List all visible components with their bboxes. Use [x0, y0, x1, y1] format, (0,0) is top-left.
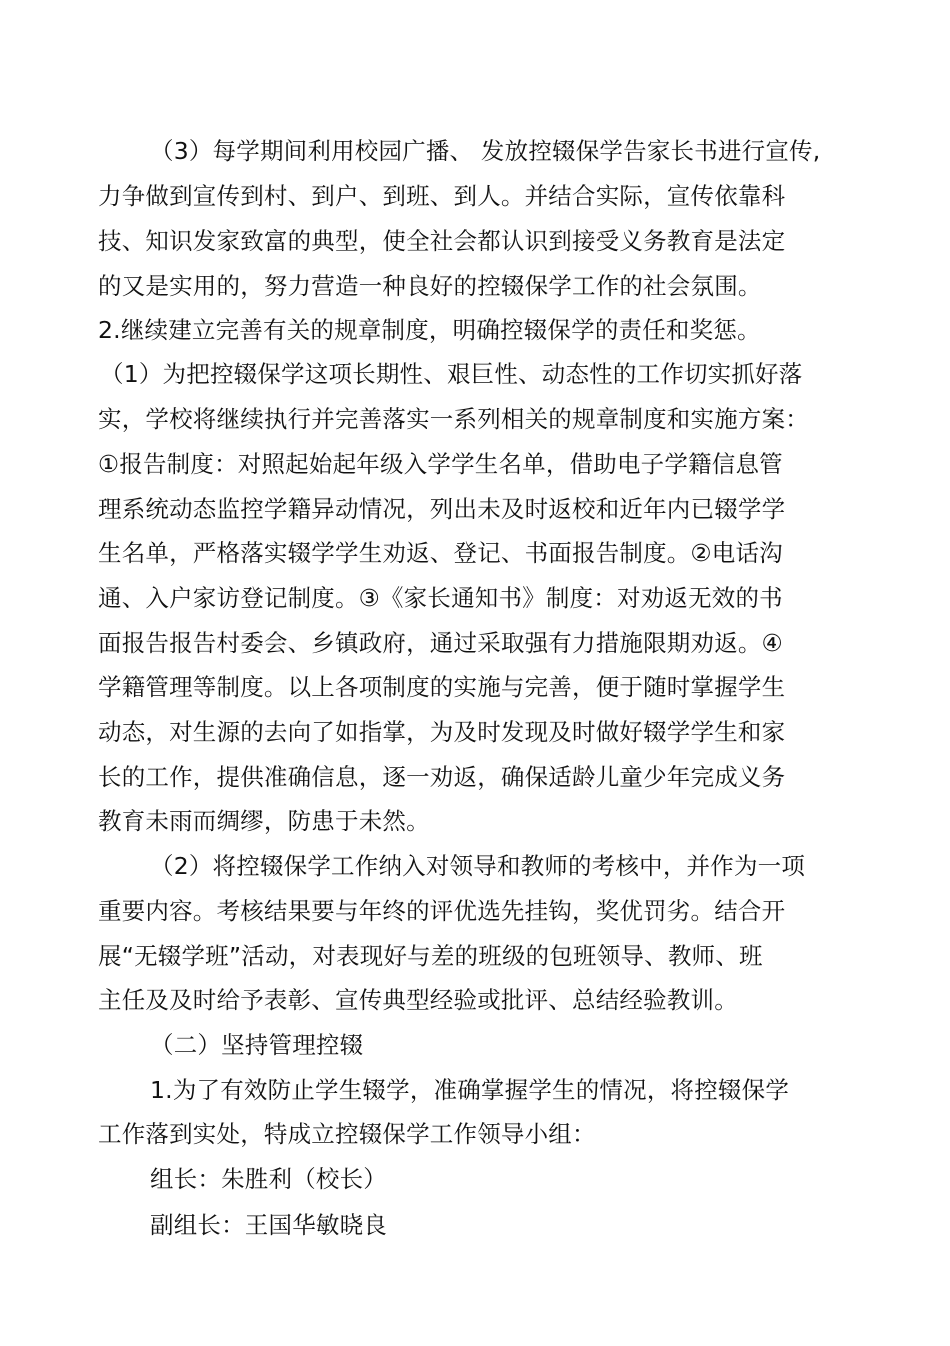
text-line: 动态，对生源的去向了如指掌，为及时发现及时做好辍学学生和家 [98, 718, 786, 746]
text-line: 2.继续建立完善有关的规章制度，明确控辍保学的责任和奖惩。 [98, 316, 761, 344]
text-line: 组长：朱胜利（校长） [150, 1165, 387, 1193]
text-line: 技、知识发家致富的典型，使全社会都认识到接受义务教育是法定 [98, 227, 786, 255]
text-line: 通、入户家访登记制度。③《家长通知书》制度：对劝返无效的书 [98, 584, 783, 612]
text-line: 的又是实用的，努力营造一种良好的控辍保学工作的社会氛围。 [98, 272, 762, 300]
text-line: 面报告报告村委会、乡镇政府，通过采取强有力措施限期劝返。④ [98, 629, 783, 657]
section-heading: （二）坚持管理控辍 [150, 1031, 364, 1059]
text-line: 展“无辍学班”活动，对表现好与差的班级的包班领导、教师、班 [98, 942, 763, 970]
text-line: （3）每学期间利用校园广播、 发放控辍保学告家长书进行宣传, [150, 137, 821, 165]
text-line: 实，学校将继续执行并完善落实一系列相关的规章制度和实施方案： [98, 405, 809, 433]
text-line: 副组长：王国华敏晓良 [150, 1211, 387, 1239]
text-line: 学籍管理等制度。以上各项制度的实施与完善，便于随时掌握学生 [98, 673, 786, 701]
text-line: 主任及及时给予表彰、宣传典型经验或批评、总结经验教训。 [98, 986, 738, 1014]
text-line: 力争做到宣传到村、到户、到班、到人。并结合实际，宣传依靠科 [98, 182, 786, 210]
text-line: 理系统动态监控学籍异动情况，列出未及时返校和近年内已辍学学 [98, 495, 786, 523]
text-line: （1）为把控辍保学这项长期性、艰巨性、动态性的工作切实抓好落 [100, 360, 803, 388]
text-line: 工作落到实处，特成立控辍保学工作领导小组： [98, 1120, 596, 1148]
text-line: （2）将控辍保学工作纳入对领导和教师的考核中，并作为一项 [150, 852, 806, 880]
text-line: 1.为了有效防止学生辍学，准确掌握学生的情况，将控辍保学 [150, 1076, 790, 1104]
text-line: ①报告制度：对照起始起年级入学学生名单，借助电子学籍信息管 [98, 450, 783, 478]
text-line: 重要内容。考核结果要与年终的评优选先挂钩，奖优罚劣。结合开 [98, 897, 786, 925]
text-line: 长的工作，提供准确信息，逐一劝返，确保适龄儿童少年完成义务 [98, 763, 786, 791]
text-line: 教育未雨而绸缪，防患于未然。 [98, 807, 430, 835]
text-line: 生名单，严格落实辍学学生劝返、登记、书面报告制度。②电话沟 [98, 539, 783, 567]
